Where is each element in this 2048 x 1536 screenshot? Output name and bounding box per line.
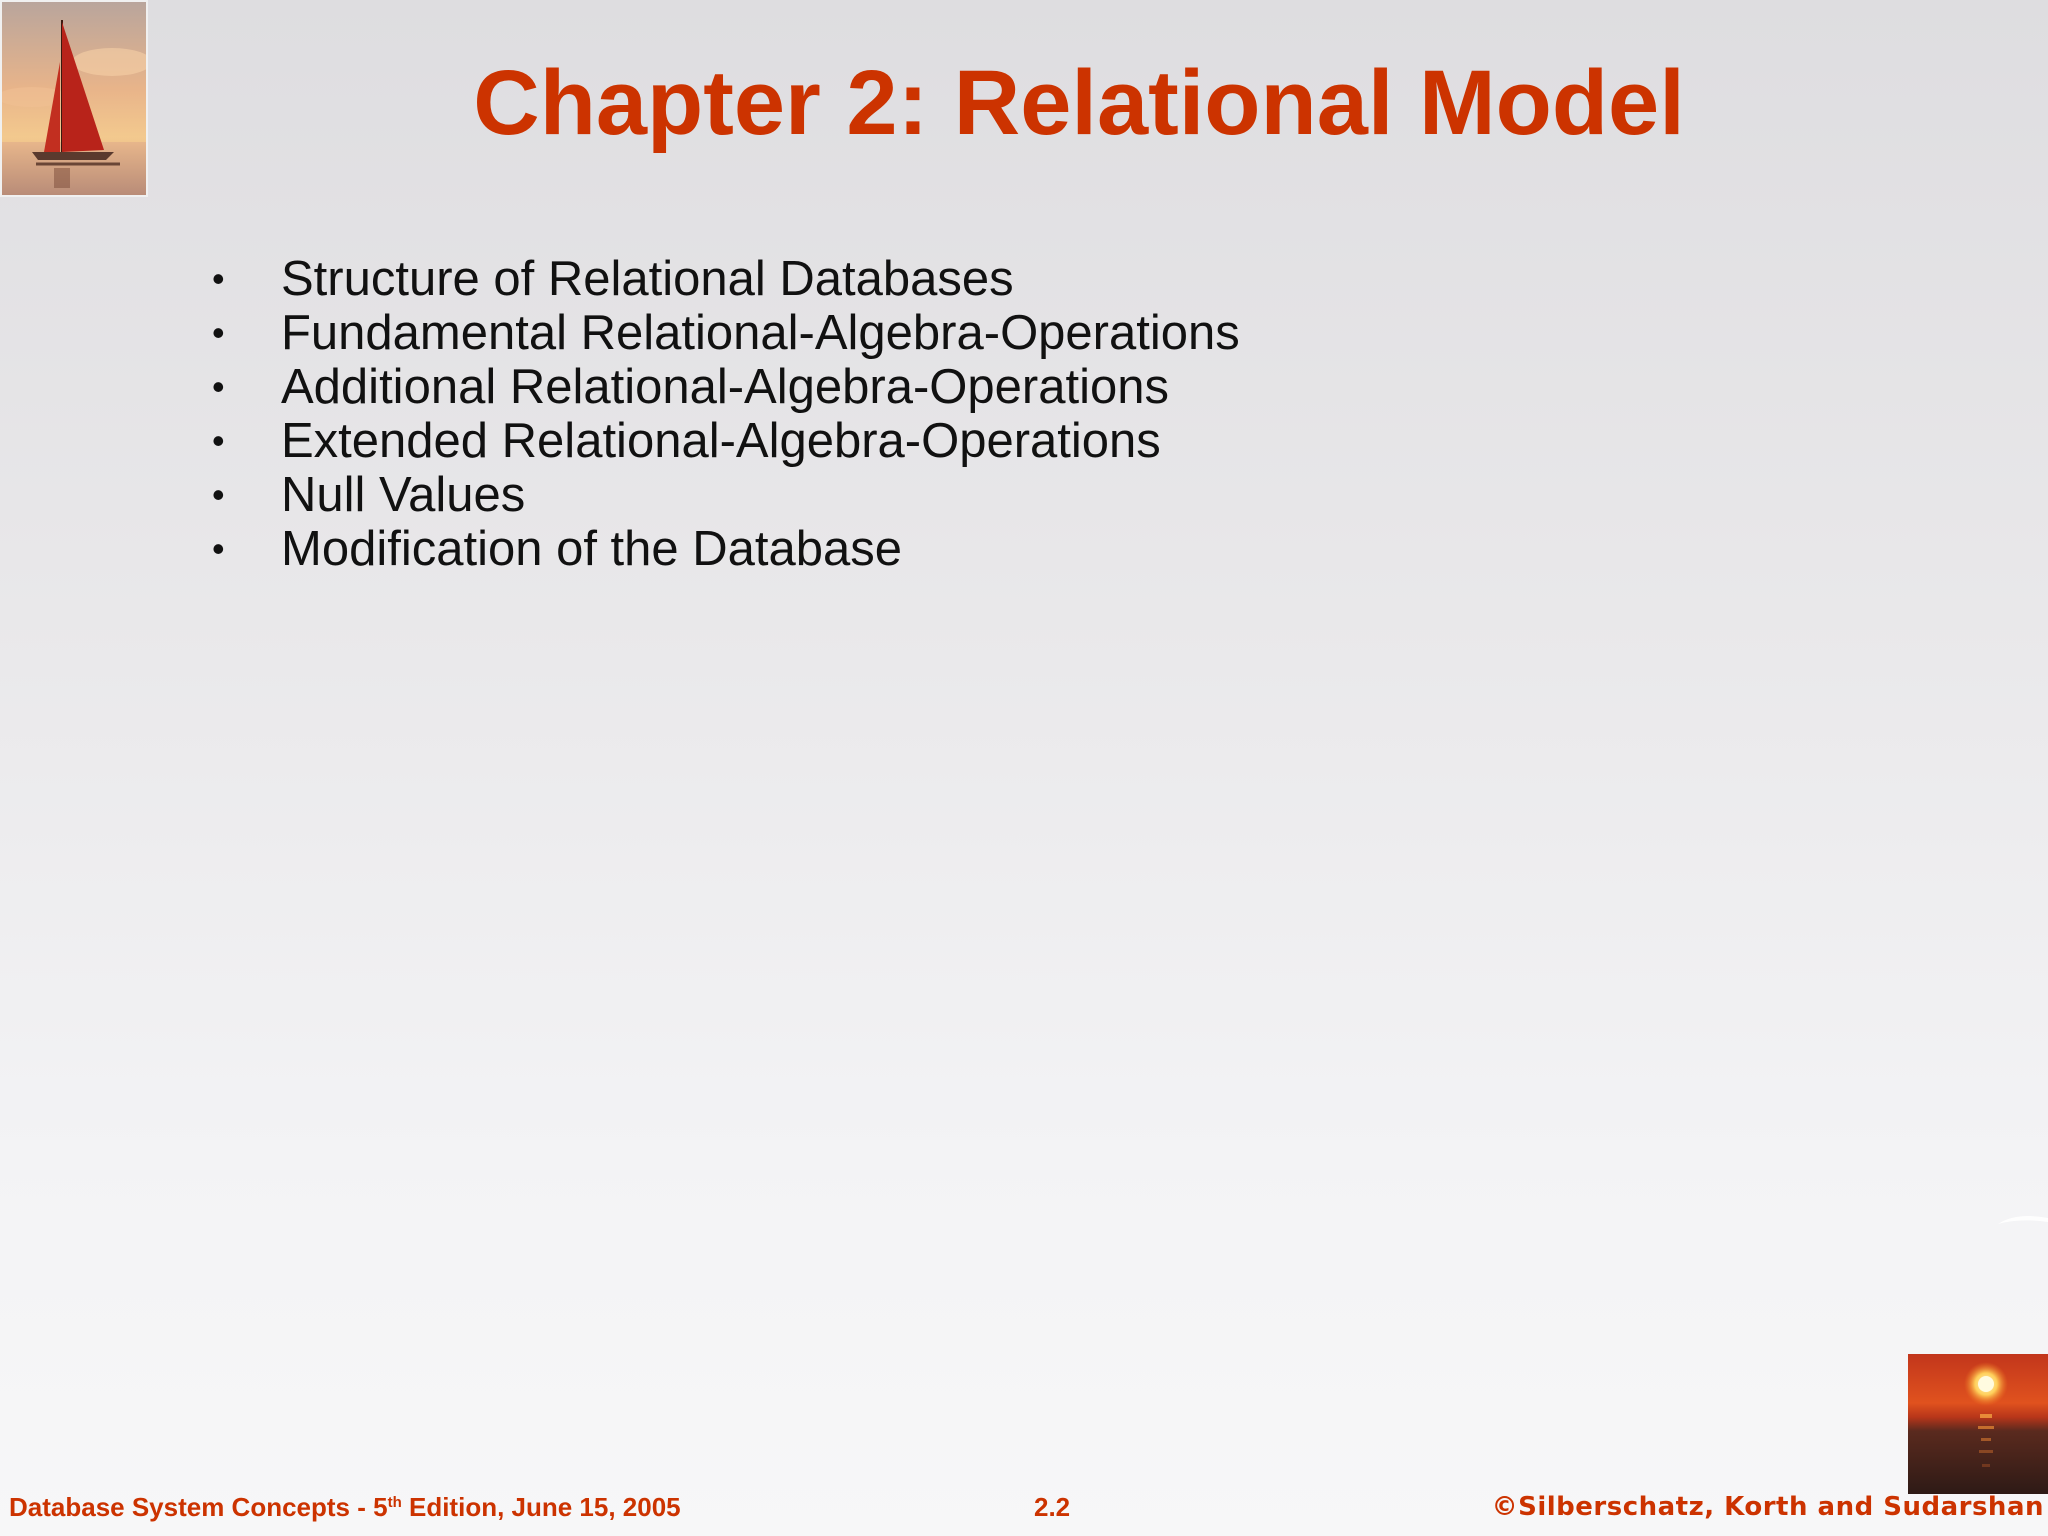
list-item-text: Additional Relational-Algebra-Operations (281, 360, 1169, 414)
bullet-icon: • (212, 366, 225, 407)
list-item-text: Extended Relational-Algebra-Operations (281, 414, 1161, 468)
bullet-icon: • (212, 474, 225, 515)
list-item (205, 252, 1240, 306)
list-item (205, 468, 1240, 522)
bullet-list (205, 252, 1240, 576)
seagull-icon (1996, 1212, 2048, 1228)
list-item-text: Structure of Relational Databases (281, 252, 1014, 306)
bullet-icon: • (212, 312, 225, 353)
list-item-text: Null Values (281, 468, 526, 522)
list-item-text: Fundamental Relational-Algebra-Operations (281, 306, 1240, 360)
bullet-icon: • (212, 258, 225, 299)
footer-page-number: 2.2 (1034, 1492, 1071, 1522)
slide-title: Chapter 2: Relational Model (473, 52, 1685, 154)
list-item (205, 306, 1240, 360)
footer-book-edition: Database System Concepts - 5th Edition, June 15, 2005 (9, 1492, 681, 1522)
bullet-icon: • (212, 528, 225, 569)
list-item (205, 360, 1240, 414)
list-item (205, 522, 1240, 576)
list-item (205, 414, 1240, 468)
list-item-text: Modification of the Database (281, 522, 903, 576)
sunset-logo (1908, 1354, 2048, 1494)
bullet-icon: • (212, 420, 225, 461)
footer-copyright: ©Silberschatz, Korth and Sudarshan (1491, 1492, 2044, 1522)
